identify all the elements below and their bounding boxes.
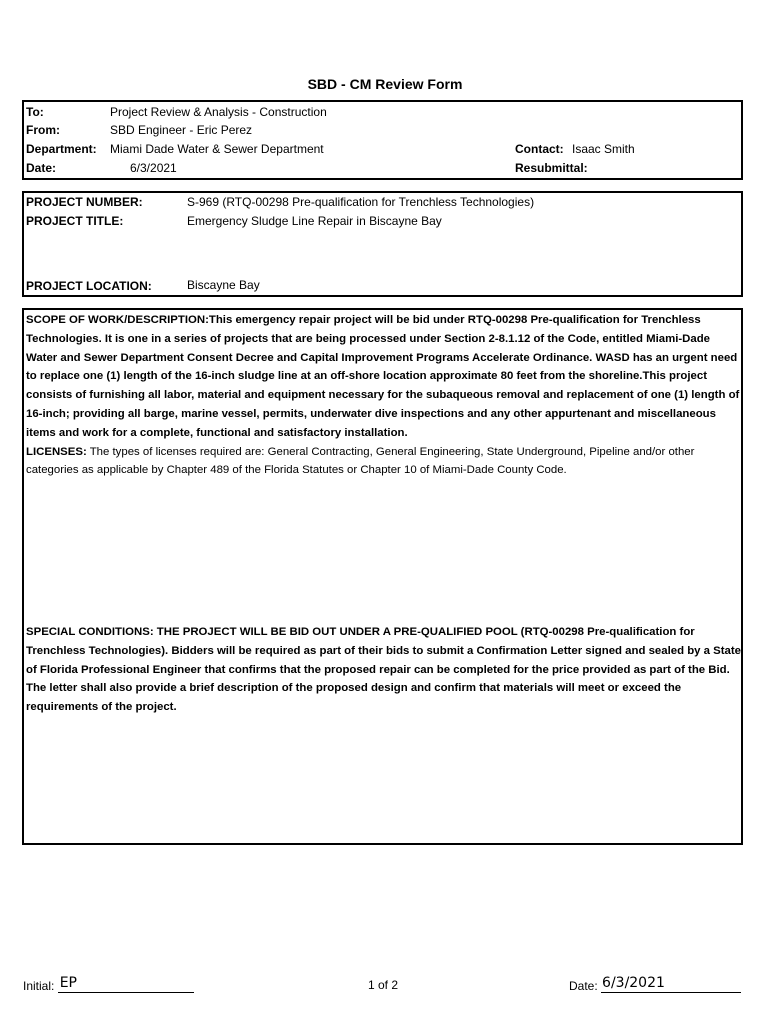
department-label: Department: [26,142,97,156]
header-section [22,100,743,180]
special-conditions [26,623,741,717]
footer-date-line[interactable] [601,975,741,993]
special-conditions-text: SPECIAL CONDITIONS: THE PROJECT WILL BE BID OUT UNDER A PRE-QUALIFIED POOL (RTQ-00298 Pre-qualification for Trenchless Technologies). Bidders will be required as part of their bids to submit a Confirmation Letter signed and sealed by a State of Florida Professional Engineer that confirms that the proposed repair can be completed for the price provided as part of the Bid. The letter shall also provide a brief description of the proposed design and confirm that materials will meet or exceed the requirements of the project. [26,626,742,714]
project-section [22,191,743,297]
to-label: To: [26,105,44,119]
footer-date-label: Date: [569,979,598,993]
licenses-text: The types of licenses required are: General Contracting, General Engineering, State Underground, Pipeline and/or other categories as applicable by Chapter 489 of the Florida Statutes or Chapter 10 of Miami-Dade County Code. [26,445,695,477]
contact-label: Contact: [515,142,564,156]
initial-label: Initial: [23,979,55,993]
project-location-value: Biscayne Bay [187,278,260,292]
scope-section [22,308,743,845]
date-value: 6/3/2021 [130,161,177,175]
scope-description [26,311,741,480]
initial-field [23,975,194,993]
footer-date-field [569,975,741,993]
initial-line[interactable] [58,975,194,993]
project-title-value: Emergency Sludge Line Repair in Biscayne Bay [187,214,442,228]
project-location-label: PROJECT LOCATION: [26,279,152,293]
page-number: 1 of 2 [368,978,399,992]
to-value: Project Review & Analysis - Construction [110,105,327,119]
date-label: Date: [26,161,57,175]
licenses-label: LICENSES: [26,445,87,458]
initial-value: EP [59,975,77,991]
contact-value: Isaac Smith [572,142,635,156]
department-value: Miami Dade Water & Sewer Department [110,142,324,156]
project-number-label: PROJECT NUMBER: [26,195,143,209]
resubmittal-label: Resubmittal: [515,161,588,175]
form-title: SBD - CM Review Form [307,76,463,92]
from-value: SBD Engineer - Eric Perez [110,123,253,137]
from-label: From: [26,123,60,137]
scope-text: SCOPE OF WORK/DESCRIPTION:This emergency repair project will be bid under RTQ-00298 Pre-qualification for Trenchless Technologies. It is one in a series of projects that are being processed under Section 2-8.1.12 of the Code, entitled Miami-Dade Water and Sewer Department Consent Decree and Capital Improvement Programs Accelerate Ordinance. WASD has an urgent need to replace one (1) length of the 16-inch sludge line at an off-shore location approximate 80 feet from the shoreline.This project consists of furnishing all labor, material and equipment necessary for the subaqueous removal and replacement of one (1) length of 16-inch; providing all barge, marine vessel, permits, underwater dive inspections and any other appurtenant and miscellaneous items and work for a complete, functional and satisfactory installation. [26,314,740,439]
footer-date-value: 6/3/2021 [602,975,665,991]
project-number-value: S-969 (RTQ-00298 Pre-qualification for Trenchless Technologies) [187,195,535,209]
project-title-label: PROJECT TITLE: [26,214,124,228]
